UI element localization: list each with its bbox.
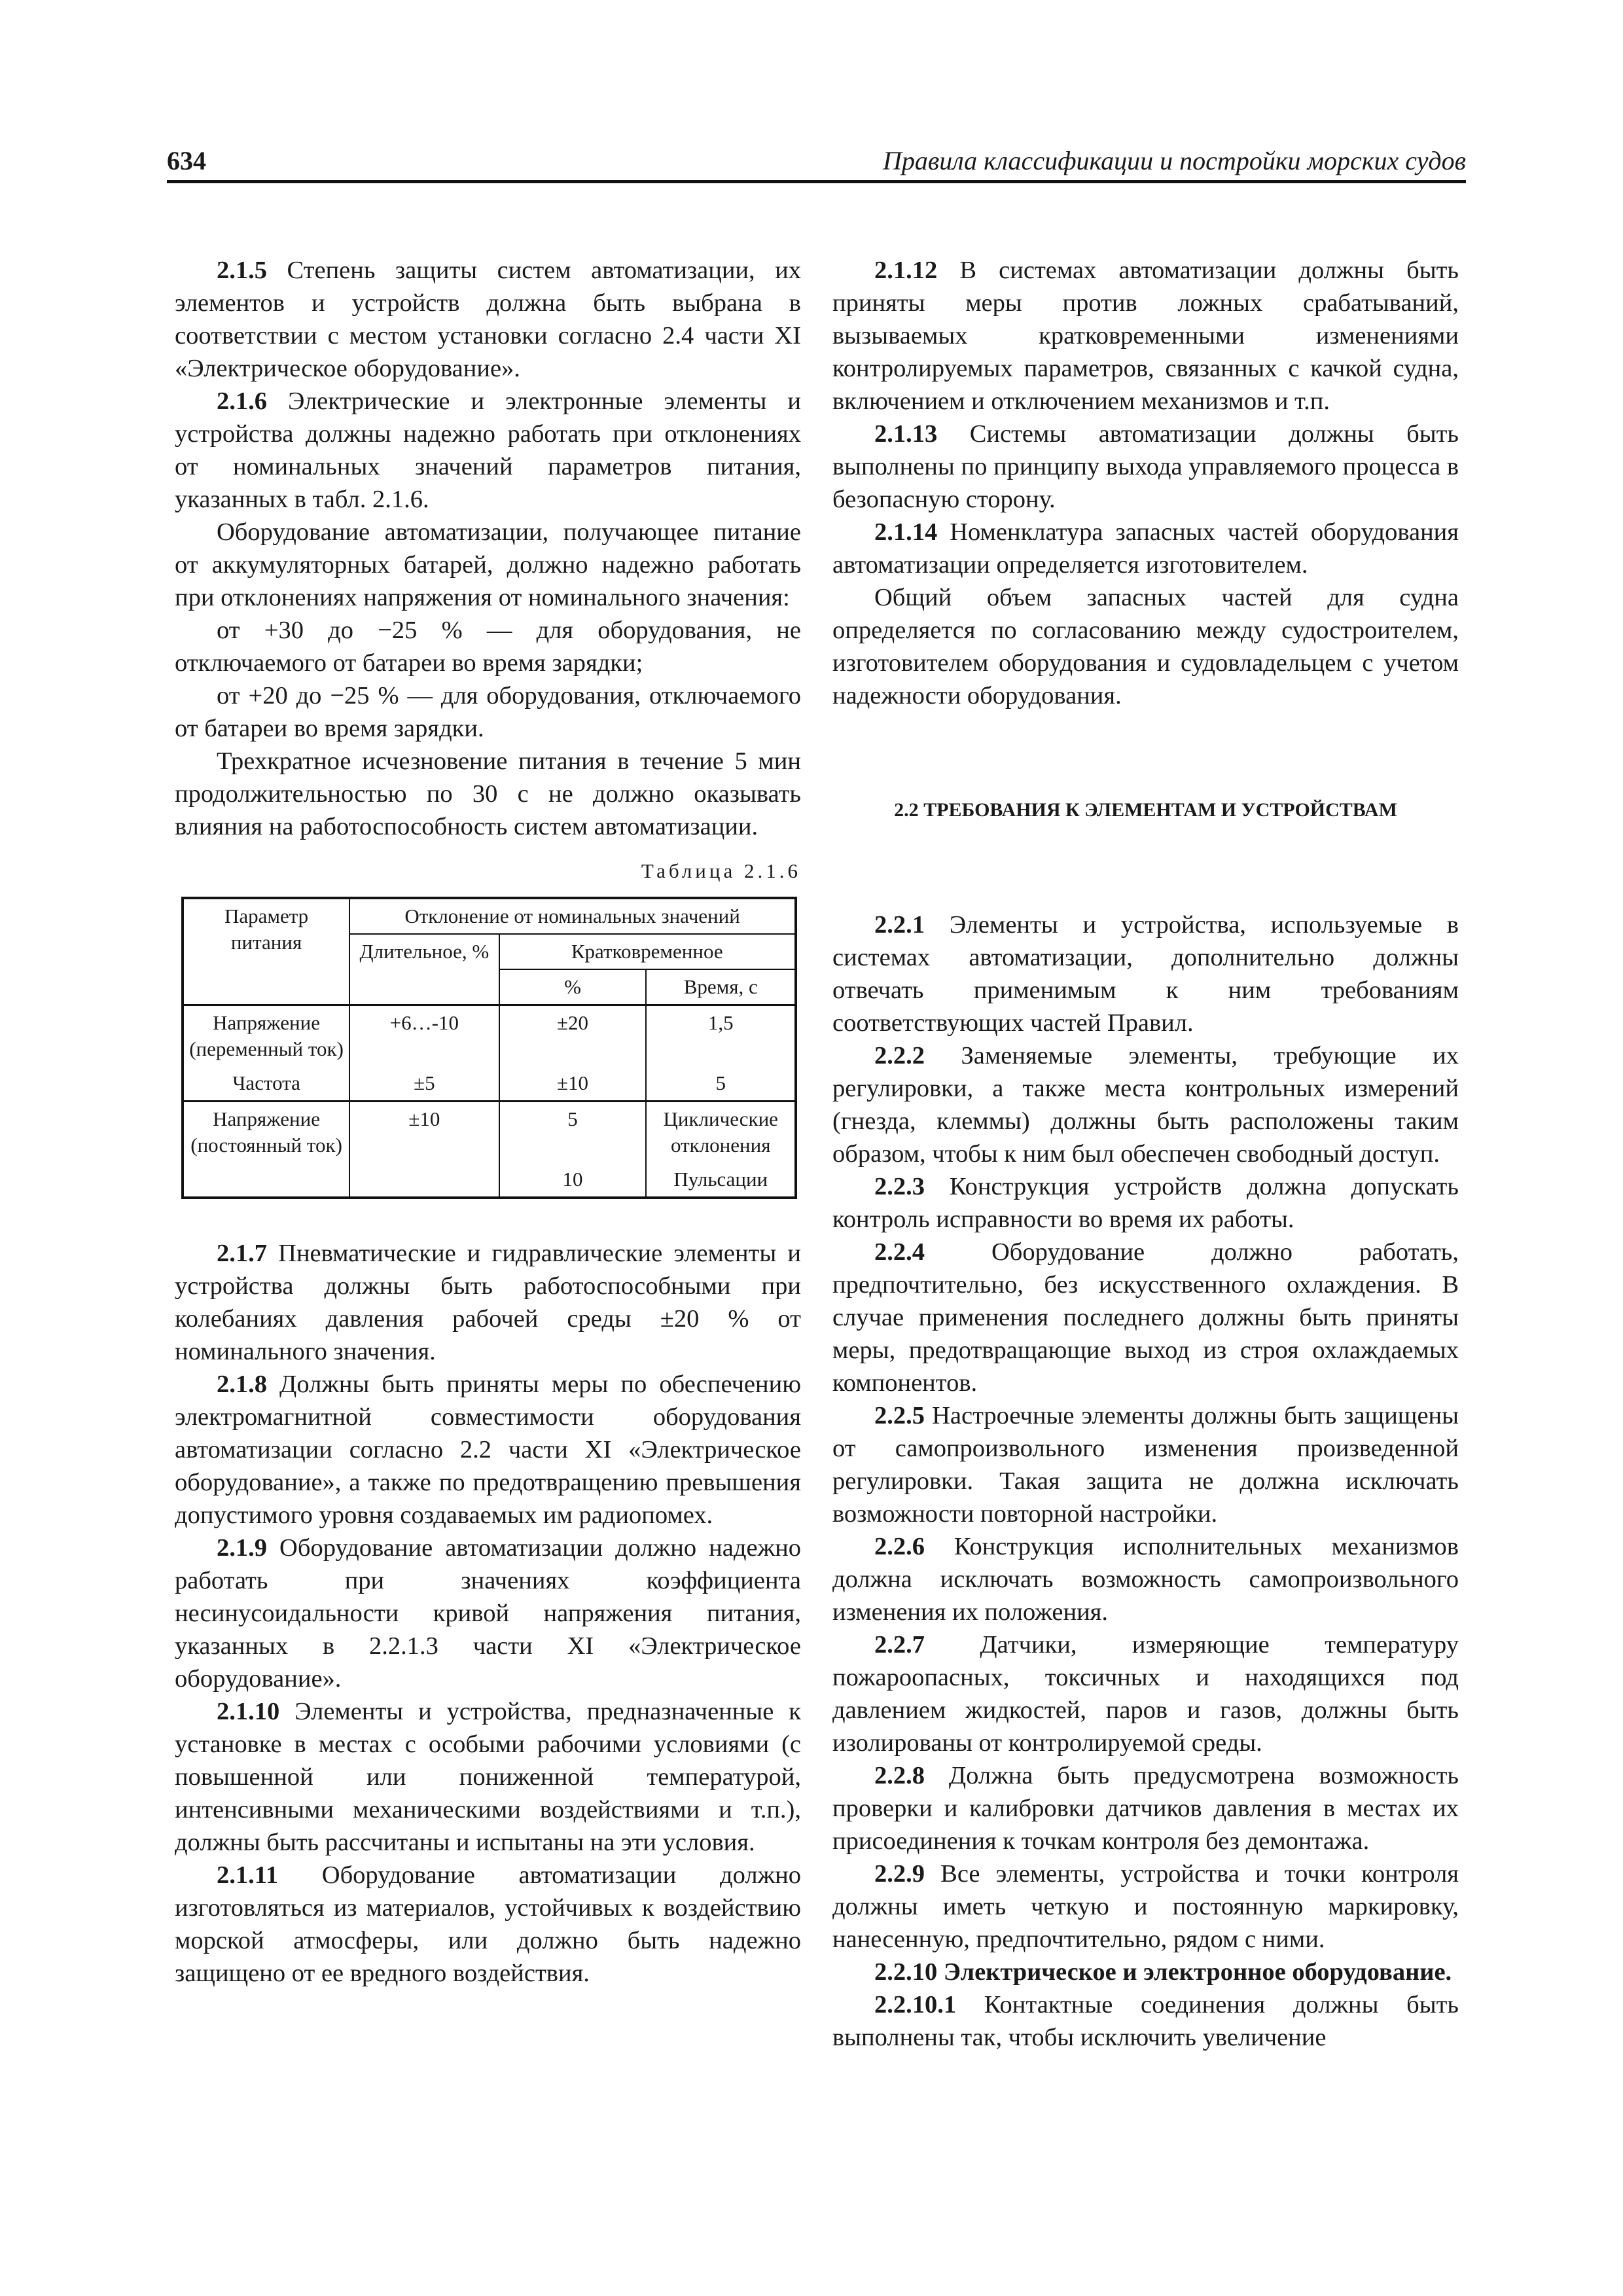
cell-r3-time: Циклические отклонения	[646, 1102, 796, 1163]
paragraph-2-1-6: 2.1.6 Электрические и электронные элементы и устройства должны надежно работать при отклонениях от номинальных значений параметров питания, указанных в табл. 2.1.6.	[175, 387, 801, 513]
page-header	[167, 143, 1466, 183]
cell-r4-time: Пульсации	[646, 1162, 796, 1198]
power-deviation-table	[181, 897, 797, 1199]
cell-r1-time: 1,5	[646, 1005, 796, 1067]
paragraph-battery-range-1: от +30 до −25 % — для оборудования, не отключаемого от батареи во время зарядки;	[175, 617, 801, 677]
cell-r2-long: ±5	[349, 1066, 499, 1102]
paragraph-2-1-5: 2.1.5 Степень защиты систем автоматизации, их элементов и устройств должна быть выбрана в соответствии с местом установки согласно 2.4 части XI «Электрическое оборудование».	[175, 257, 801, 382]
header-percent: %	[499, 969, 647, 1005]
paragraph-2-2-4: 2.2.4 Оборудование должно работать, предпочтительно, без искусственного охлаждения. В случае применения последнего должны быть приняты меры, предотвращающие выход из строя охлаждаемых компонентов.	[832, 1238, 1459, 1397]
cell-r2-param: Частота	[183, 1066, 349, 1102]
paragraph-2-1-7: 2.1.7 Пневматические и гидравлические элементы и устройства должны быть работоспособными при колебаниях давления рабочей среды ±20 % от номинального значения.	[175, 1240, 801, 1365]
paragraph-2-2-2: 2.2.2 Заменяемые элементы, требующие их регулировки, а также места контрольных измерений (гнезда, клеммы) должны быть расположены таким образом, чтобы к ним был обеспечен свободный доступ.	[832, 1042, 1459, 1168]
left-column	[175, 254, 801, 1990]
paragraph-2-2-3: 2.2.3 Конструкция устройств должна допускать контроль исправности во время их работы.	[832, 1173, 1459, 1233]
paragraph-2-1-11: 2.1.11 Оборудование автоматизации должно изготовляться из материалов, устойчивых к воздействию морской атмосферы, или должно быть надежно защищено от ее вредного воздействия.	[175, 1861, 801, 1987]
paragraph-2-1-12: 2.1.12 В системах автоматизации должны быть приняты меры против ложных срабатываний, вызываемых кратковременными изменениями контролируемых параметров, связанных с качкой судна, включением и отключением механизмов и т.п.	[832, 257, 1459, 415]
paragraph-battery-range-2: от +20 до −25 % — для оборудования, отключаемого от батареи во время зарядки.	[175, 682, 801, 742]
paragraph-2-2-10-1: 2.2.10.1 Контактные соединения должны быть выполнены так, чтобы исключить увеличение	[832, 1991, 1459, 2051]
paragraph-2-2-8: 2.2.8 Должна быть предусмотрена возможность проверки и калибровки датчиков давления в местах их присоединения к точкам контроля без демонтажа.	[832, 1762, 1459, 1855]
cell-r3-param: Напряжение (постоянный ток)	[183, 1102, 349, 1198]
cell-r1-long: +6…-10	[349, 1005, 499, 1067]
cell-r1-pct: ±20	[499, 1005, 647, 1067]
page-number: 634	[167, 146, 206, 175]
paragraph-2-1-8: 2.1.8 Должны быть приняты меры по обеспечению электромагнитной совместимости оборудования автоматизации согласно 2.2 части XI «Электрическое оборудование», а также по предотвращению превышения допустимого уровня создаваемых им радиопомех.	[175, 1371, 801, 1529]
paragraph-2-1-10: 2.1.10 Элементы и устройства, предназначенные к установке в местах с особыми рабочими условиями (с повышенной или пониженной температурой, интенсивными механическими воздействиями и т.п.), должны быть рассчитаны и испытаны на эти условия.	[175, 1698, 801, 1856]
paragraph-2-2-9: 2.2.9 Все элементы, устройства и точки контроля должны иметь четкую и постоянную маркировку, нанесенную, предпочтительно, рядом с ними.	[832, 1860, 1459, 1953]
cell-r3-long: ±10	[349, 1102, 499, 1198]
paragraph-2-1-13: 2.1.13 Системы автоматизации должны быть выполнены по принципу выхода управляемого процесса в безопасную сторону.	[832, 420, 1459, 513]
paragraph-2-2-6: 2.2.6 Конструкция исполнительных механизмов должна исключать возможность самопроизвольного изменения их положения.	[832, 1533, 1459, 1626]
paragraph-battery: Оборудование автоматизации, получающее питание от аккумуляторных батарей, должно надежно работать при отклонениях напряжения от номинального значения:	[175, 518, 801, 611]
header-deviation: Отклонение от номинальных значений	[349, 898, 796, 934]
paragraph-2-1-9: 2.1.9 Оборудование автоматизации должно надежно работать при значениях коэффициента несинусоидальности кривой напряжения питания, указанных в 2.2.1.3 части XI «Электрическое оборудование».	[175, 1534, 801, 1693]
table-caption: Таблица 2.1.6	[641, 859, 801, 882]
right-column	[832, 254, 1459, 2054]
header-param: Параметр питания	[183, 898, 349, 1005]
running-title: Правила классификации и постройки морских судов	[882, 146, 1466, 175]
paragraph-2-2-10: 2.2.10 Электрическое и электронное оборудование.	[874, 1958, 1452, 1986]
cell-r3-pct: 5	[499, 1102, 647, 1163]
cell-r2-time: 5	[646, 1066, 796, 1102]
header-short: Кратковременное	[499, 934, 796, 969]
paragraph-2-2-7: 2.2.7 Датчики, измеряющие температуру пожароопасных, токсичных и находящихся под давлением жидкостей, паров и газов, должны быть изолированы от контролируемой среды.	[832, 1631, 1459, 1757]
paragraph-2-2-1: 2.2.1 Элементы и устройства, используемые в системах автоматизации, дополнительно должны отвечать применимым к ним требованиям соответствующих частей Правил.	[832, 911, 1459, 1037]
cell-r4-pct: 10	[499, 1162, 647, 1198]
header-long: Длительное, %	[349, 934, 499, 1005]
cell-r2-pct: ±10	[499, 1066, 647, 1102]
paragraph-2-2-5: 2.2.5 Настроечные элементы должны быть защищены от самопроизвольного изменения произведенной регулировки. Такая защита не должна исключать возможности повторной настройки.	[832, 1402, 1459, 1528]
paragraph-power-loss: Трехкратное исчезновение питания в течение 5 мин продолжительностью по 30 с не должно оказывать влияния на работоспособность систем автоматизации.	[175, 747, 801, 840]
cell-r1-param: Напряжение (переменный ток)	[183, 1005, 349, 1067]
paragraph-2-1-14: 2.1.14 Номенклатура запасных частей оборудования автоматизации определяется изготовителем.	[832, 518, 1459, 579]
header-time: Время, с	[646, 969, 796, 1005]
paragraph-spare-parts: Общий объем запасных частей для судна определяется по согласованию между судостроителем, изготовителем оборудования и судовладельцем с учетом надежности оборудования.	[832, 584, 1459, 709]
section-title: 2.2 ТРЕБОВАНИЯ К ЭЛЕМЕНТАМ И УСТРОЙСТВАМ	[894, 799, 1397, 821]
